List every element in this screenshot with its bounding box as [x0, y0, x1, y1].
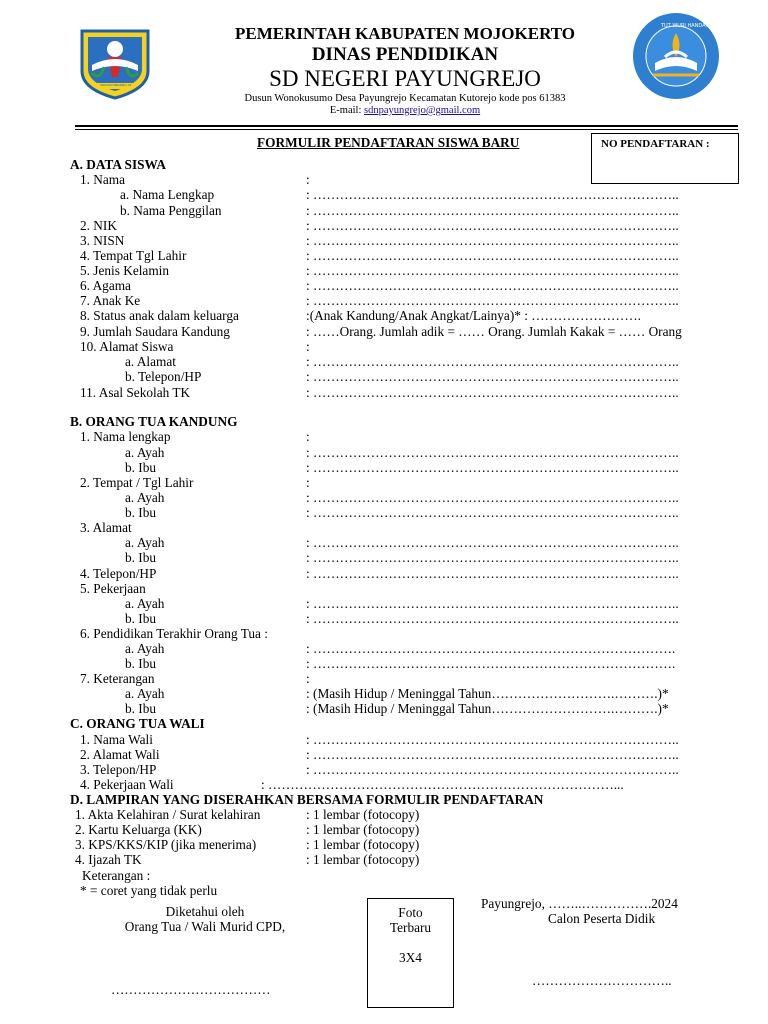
- a-label-child-order: 7. Anak Ke: [80, 293, 141, 308]
- b-label-phone: 4. Telepon/HP: [80, 566, 157, 581]
- b-field-remarks-father[interactable]: : (Masih Hidup / Meninggal Tahun……………………….……….)*: [306, 686, 669, 701]
- a-colon-student-address: :: [306, 339, 310, 354]
- sign-right-place-date[interactable]: Payungrejo, ……..…………….2024: [481, 896, 678, 911]
- c-label-name: 1. Nama Wali: [80, 732, 153, 747]
- a-label-kindergarten: 11. Asal Sekolah TK: [80, 385, 191, 400]
- b-field-birth-father[interactable]: : ………………………………………………………………………..: [306, 490, 679, 505]
- b-label-name: 1. Nama lengkap: [80, 429, 171, 444]
- school-name: SD NEGERI PAYUNGREJO: [269, 66, 541, 91]
- a-field-family-status[interactable]: :(Anak Kandung/Anak Angkat/Lainya)* : …………………….: [306, 308, 641, 323]
- school-address: Dusun Wonokusumo Desa Payungrejo Kecamatan Kutorejo kode pos 61383: [244, 93, 566, 104]
- a-label-family-status: 8. Status anak dalam keluarga: [80, 308, 239, 323]
- b-field-job-father[interactable]: : ………………………………………………………………………..: [306, 596, 679, 611]
- b-label-job-father: a. Ayah: [125, 596, 165, 611]
- sign-left-signature-line[interactable]: ………………………………: [111, 982, 271, 997]
- a-label-religion: 6. Agama: [80, 278, 131, 293]
- section-d-heading: D. LAMPIRAN YANG DISERAHKAN BERSAMA FORMULIR PENDAFTARAN: [70, 792, 544, 807]
- d-value-diploma: : 1 lembar (fotocopy): [306, 852, 420, 867]
- a-label-siblings: 9. Jumlah Saudara Kandung: [80, 324, 230, 339]
- b-label-birth: 2. Tempat / Tgl Lahir: [80, 475, 194, 490]
- a-field-siblings[interactable]: : ……Orang. Jumlah adik = …… Orang. Jumlah Kakak = …… Orang: [306, 324, 682, 339]
- section-b-heading: B. ORANG TUA KANDUNG: [70, 414, 238, 429]
- registration-number-box[interactable]: [591, 133, 739, 184]
- photo-label-2: Terbaru: [389, 920, 432, 935]
- b-label-education-father: a. Ayah: [125, 641, 165, 656]
- email-label: E-mail:: [329, 105, 364, 116]
- a-label-gender: 5. Jenis Kelamin: [80, 263, 170, 278]
- b-label-address-father: a. Ayah: [125, 535, 165, 550]
- b-field-name-father[interactable]: : ………………………………………………………………………..: [306, 445, 679, 460]
- d-label-birth-cert: 1. Akta Kelahiran / Surat kelahiran: [75, 807, 261, 822]
- header-rule-thin: [75, 129, 738, 130]
- b-label-remarks-mother: b. Ibu: [125, 701, 157, 716]
- a-field-phone[interactable]: : ………………………………………………………………………..: [306, 369, 679, 384]
- c-label-phone: 3. Telepon/HP: [80, 762, 157, 777]
- right-logo-text: TUT WURI HANDAYANI: [661, 23, 717, 29]
- header-rule-thick: [75, 125, 738, 127]
- sign-right-role: Calon Peserta Didik: [548, 911, 656, 926]
- a-label-birth: 4. Tempat Tgl Lahir: [80, 248, 187, 263]
- b-field-remarks-mother[interactable]: : (Masih Hidup / Meninggal Tahun……………………….……….)*: [306, 701, 669, 716]
- d-value-birth-cert: : 1 lembar (fotocopy): [306, 807, 420, 822]
- b-label-remarks: 7. Keterangan: [80, 671, 155, 686]
- b-field-address-mother[interactable]: : ………………………………………………………………………..: [306, 550, 679, 565]
- b-label-name-father: a. Ayah: [125, 445, 165, 460]
- a-label-student-address: 10. Alamat Siswa: [80, 339, 174, 354]
- b-label-education-mother: b. Ibu: [125, 656, 157, 671]
- notes-label: Keterangan :: [82, 868, 151, 883]
- b-colon-name: :: [306, 429, 310, 444]
- sign-right-signature-line[interactable]: …………………………..: [532, 973, 672, 988]
- a-field-nisn[interactable]: : ………………………………………………………………………..: [306, 233, 679, 248]
- b-colon-birth: :: [306, 475, 310, 490]
- school-email-line: [170, 105, 640, 116]
- a-label-phone: b. Telepon/HP: [125, 369, 202, 384]
- a-label-nik: 2. NIK: [80, 218, 117, 233]
- b-label-name-mother: b. Ibu: [125, 460, 157, 475]
- a-label-name: 1. Nama: [80, 172, 126, 187]
- sign-left-known-by: Diketahui oleh: [165, 904, 245, 919]
- a-field-full-name[interactable]: : ………………………………………………………………………..: [306, 187, 679, 202]
- header-line-department: DINAS PENDIDIKAN: [311, 44, 499, 65]
- a-label-full-name: a. Nama Lengkap: [120, 187, 215, 202]
- c-field-name[interactable]: : ………………………………………………………………………..: [306, 732, 679, 747]
- b-field-name-mother[interactable]: : ………………………………………………………………………..: [306, 460, 679, 475]
- a-field-birth[interactable]: : ………………………………………………………………………..: [306, 248, 679, 263]
- c-label-job: 4. Pekerjaan Wali: [80, 777, 174, 792]
- left-logo-text: SDN PAYUNGREJO 02: [100, 83, 132, 87]
- a-colon-name: :: [306, 172, 310, 187]
- a-field-religion[interactable]: : ………………………………………………………………………..: [306, 278, 679, 293]
- c-field-phone[interactable]: : ………………………………………………………………………..: [306, 762, 679, 777]
- photo-label-1: Foto: [398, 905, 423, 920]
- b-label-remarks-father: a. Ayah: [125, 686, 165, 701]
- d-value-kps: : 1 lembar (fotocopy): [306, 837, 420, 852]
- school-emblem-icon: [78, 27, 152, 101]
- email-link[interactable]: sdnpayungrejo@gmail.com: [364, 105, 481, 116]
- c-field-address[interactable]: : ………………………………………………………………………..: [306, 747, 679, 762]
- header-line-government: PEMERINTAH KABUPATEN MOJOKERTO: [234, 24, 576, 43]
- b-label-birth-mother: b. Ibu: [125, 505, 157, 520]
- right-logo: [631, 11, 721, 101]
- a-field-gender[interactable]: : ………………………………………………………………………..: [306, 263, 679, 278]
- c-field-job[interactable]: : ……………………………………………………………………...: [261, 777, 624, 792]
- registration-number-label: NO PENDAFTARAN :: [601, 138, 710, 150]
- section-a-heading: A. DATA SISWA: [70, 157, 166, 172]
- a-label-nickname: b. Nama Penggilan: [120, 203, 222, 218]
- d-value-family-card: : 1 lembar (fotocopy): [306, 822, 420, 837]
- b-label-education: 6. Pendidikan Terakhir Orang Tua :: [80, 626, 268, 641]
- a-field-nik[interactable]: : ………………………………………………………………………..: [306, 218, 679, 233]
- b-label-birth-father: a. Ayah: [125, 490, 165, 505]
- photo-size: 3X4: [399, 950, 422, 965]
- b-label-job: 5. Pekerjaan: [80, 581, 146, 596]
- b-field-phone[interactable]: : ………………………………………………………………………..: [306, 566, 679, 581]
- b-field-education-mother[interactable]: : ……………………………………………………………………….: [306, 656, 676, 671]
- b-label-address-mother: b. Ibu: [125, 550, 157, 565]
- a-label-address: a. Alamat: [125, 354, 176, 369]
- b-field-birth-mother[interactable]: : ………………………………………………………………………..: [306, 505, 679, 520]
- a-field-child-order[interactable]: : ………………………………………………………………………..: [306, 293, 679, 308]
- section-c-heading: C. ORANG TUA WALI: [70, 716, 205, 731]
- a-label-nisn: 3. NISN: [80, 233, 125, 248]
- d-label-kps: 3. KPS/KKS/KIP (jika menerima): [75, 837, 257, 852]
- left-logo: [78, 27, 152, 101]
- c-label-address: 2. Alamat Wali: [80, 747, 160, 762]
- b-label-address: 3. Alamat: [80, 520, 132, 535]
- d-label-family-card: 2. Kartu Keluarga (KK): [75, 822, 202, 837]
- a-field-nickname[interactable]: : ………………………………………………………………………..: [306, 203, 679, 218]
- a-field-address[interactable]: : ………………………………………………………………………..: [306, 354, 679, 369]
- b-field-job-mother[interactable]: : ………………………………………………………………………..: [306, 611, 679, 626]
- b-field-address-father[interactable]: : ………………………………………………………………………..: [306, 535, 679, 550]
- photo-box[interactable]: [367, 898, 454, 1008]
- d-label-diploma: 4. Ijazah TK: [75, 852, 142, 867]
- b-field-education-father[interactable]: : ……………………………………………………………………….: [306, 641, 676, 656]
- notes-strike-hint: * = coret yang tidak perlu: [80, 883, 218, 898]
- form-title: FORMULIR PENDAFTARAN SISWA BARU: [257, 135, 520, 150]
- sign-left-role: Orang Tua / Wali Murid CPD,: [124, 919, 286, 934]
- b-label-job-mother: b. Ibu: [125, 611, 157, 626]
- a-field-kindergarten[interactable]: : ………………………………………………………………………..: [306, 385, 679, 400]
- b-colon-remarks: :: [306, 671, 310, 686]
